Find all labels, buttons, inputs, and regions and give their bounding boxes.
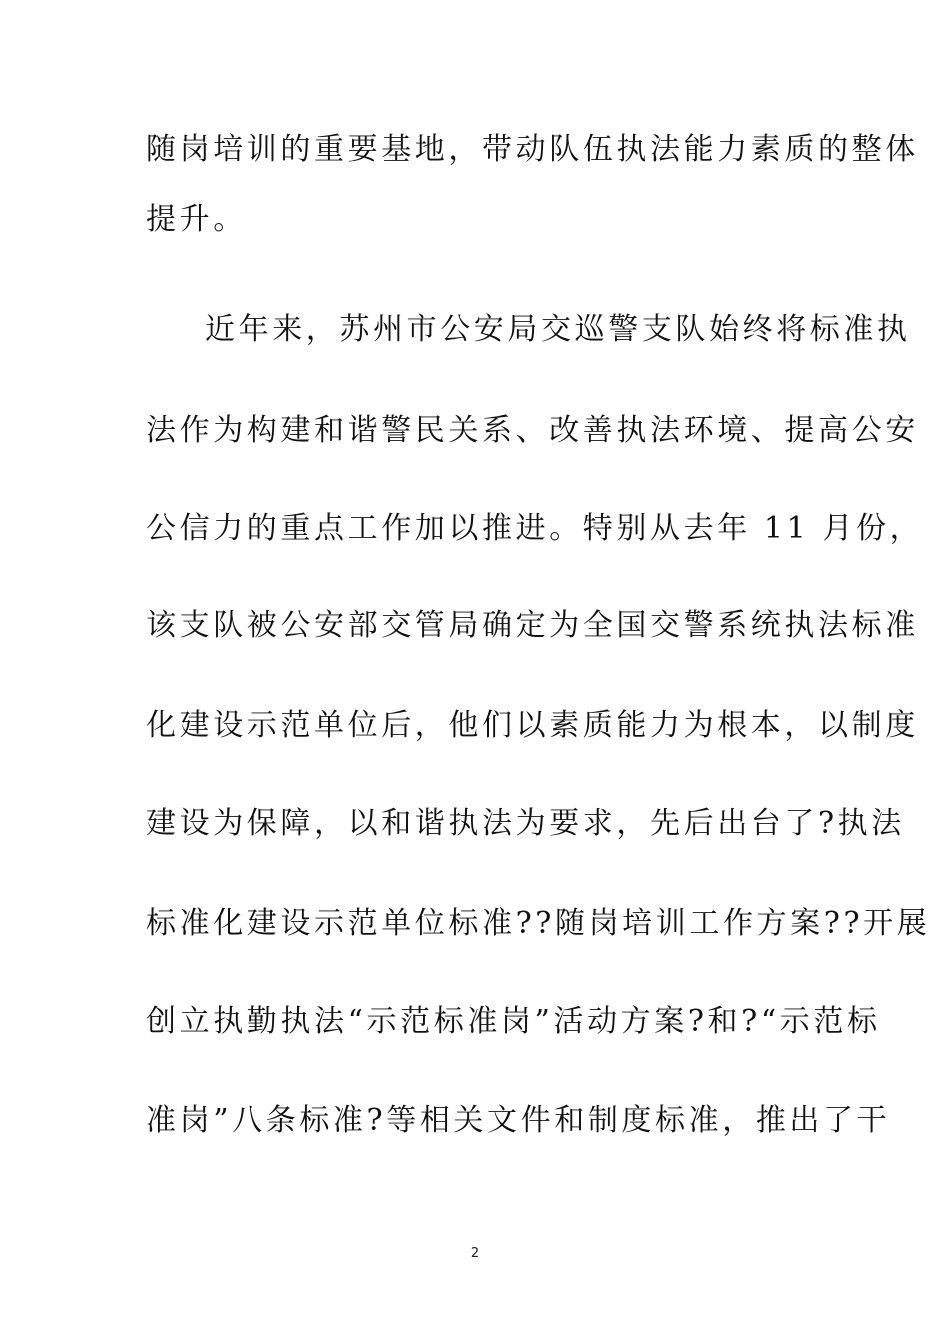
text-line: 标准化建设示范单位标准??随岗培训工作方案??开展 — [146, 906, 931, 941]
text-line: 创立执勤执法“示范标准岗”活动方案?和?“示范标 — [146, 1004, 881, 1039]
paragraph-first-line: 近年来，苏州市公安局交巡警支队始终将标准执 — [205, 312, 911, 347]
text-line: 提升。 — [146, 202, 247, 237]
text-line: 化建设示范单位后，他们以素质能力为根本，以制度 — [146, 708, 919, 743]
text-line: 公信力的重点工作加以推进。特别从去年 11 月份， — [146, 511, 924, 546]
text-line: 该支队被公安部交管局确定为全国交警系统执法标准 — [146, 608, 919, 643]
text-line: 建设为保障，以和谐执法为要求，先后出台了?执法 — [146, 806, 905, 841]
text-line: 准岗”八条标准?等相关文件和制度标准，推出了干 — [146, 1103, 891, 1138]
text-line: 随岗培训的重要基地，带动队伍执法能力素质的整体 — [146, 132, 919, 167]
page-number: 2 — [470, 1246, 480, 1261]
text-line: 法作为构建和谐警民关系、改善执法环境、提高公安 — [146, 413, 919, 448]
